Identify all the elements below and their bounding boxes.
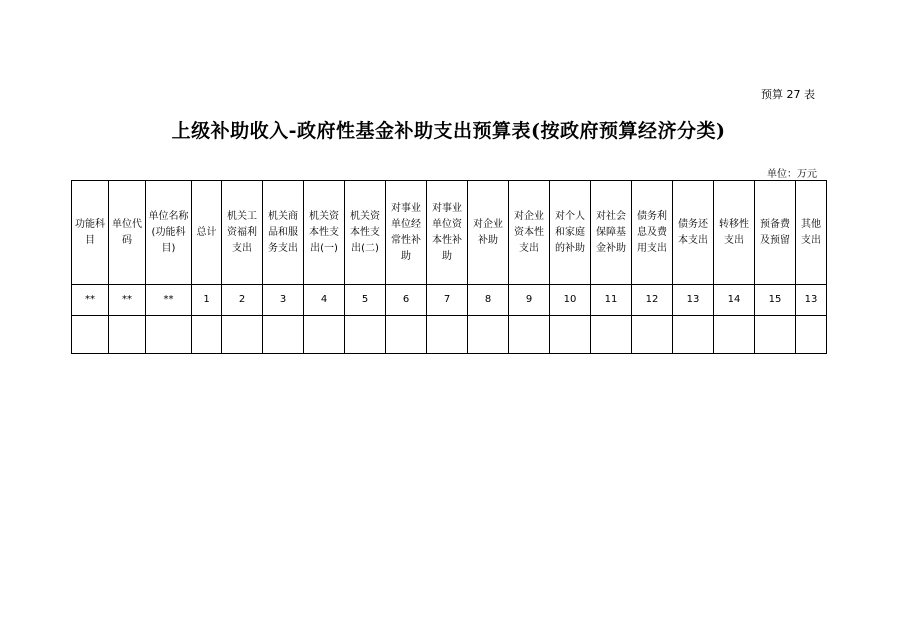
- index-cell: 15: [755, 285, 796, 316]
- empty-cell: [632, 316, 673, 354]
- index-cell: 6: [386, 285, 427, 316]
- index-cell: 2: [222, 285, 263, 316]
- index-cell: 4: [304, 285, 345, 316]
- index-cell: **: [109, 285, 146, 316]
- index-cell: 12: [632, 285, 673, 316]
- empty-cell: [72, 316, 109, 354]
- empty-cell: [591, 316, 632, 354]
- empty-cell: [796, 316, 827, 354]
- header-cell: 功能科目: [72, 181, 109, 285]
- empty-cell: [468, 316, 509, 354]
- empty-cell: [192, 316, 222, 354]
- index-cell: 9: [509, 285, 550, 316]
- index-cell: 7: [427, 285, 468, 316]
- empty-cell: [146, 316, 192, 354]
- empty-cell: [222, 316, 263, 354]
- empty-cell: [304, 316, 345, 354]
- header-cell: 对社会保障基金补助: [591, 181, 632, 285]
- header-cell: 机关工资福利支出: [222, 181, 263, 285]
- header-cell: 债务还本支出: [673, 181, 714, 285]
- header-cell: 对事业单位资本性补助: [427, 181, 468, 285]
- index-cell: 10: [550, 285, 591, 316]
- header-cell: 机关资本性支出(一): [304, 181, 345, 285]
- header-cell: 单位名称(功能科目): [146, 181, 192, 285]
- unit-label: 单位：万元: [767, 169, 817, 180]
- header-cell: 转移性支出: [714, 181, 755, 285]
- header-cell: 对事业单位经常性补助: [386, 181, 427, 285]
- index-row: [72, 285, 827, 316]
- empty-cell: [386, 316, 427, 354]
- header-cell: 总计: [192, 181, 222, 285]
- table-code: 预算 27 表: [761, 88, 815, 101]
- header-cell: 机关商品和服务支出: [263, 181, 304, 285]
- index-cell: 5: [345, 285, 386, 316]
- header-cell: 其他支出: [796, 181, 827, 285]
- index-cell: 3: [263, 285, 304, 316]
- header-cell: 债务利息及费用支出: [632, 181, 673, 285]
- index-cell: 1: [192, 285, 222, 316]
- empty-cell: [673, 316, 714, 354]
- header-cell: 预备费及预留: [755, 181, 796, 285]
- page-title: 上级补助收入-政府性基金补助支出预算表(按政府预算经济分类): [171, 120, 726, 142]
- header-row: [72, 181, 827, 285]
- header-cell: 对个人和家庭的补助: [550, 181, 591, 285]
- empty-cell: [263, 316, 304, 354]
- header-cell: 对企业资本性支出: [509, 181, 550, 285]
- index-cell: **: [146, 285, 192, 316]
- index-cell: 13: [796, 285, 827, 316]
- header-cell: 机关资本性支出(二): [345, 181, 386, 285]
- empty-cell: [109, 316, 146, 354]
- index-cell: 8: [468, 285, 509, 316]
- index-cell: 13: [673, 285, 714, 316]
- budget-table: [71, 180, 827, 354]
- empty-cell: [427, 316, 468, 354]
- index-cell: **: [72, 285, 109, 316]
- empty-cell: [550, 316, 591, 354]
- header-cell: 单位代码: [109, 181, 146, 285]
- empty-cell: [755, 316, 796, 354]
- empty-cell: [714, 316, 755, 354]
- empty-cell: [509, 316, 550, 354]
- index-cell: 14: [714, 285, 755, 316]
- index-cell: 11: [591, 285, 632, 316]
- empty-data-row: [72, 316, 827, 354]
- empty-cell: [345, 316, 386, 354]
- header-cell: 对企业补助: [468, 181, 509, 285]
